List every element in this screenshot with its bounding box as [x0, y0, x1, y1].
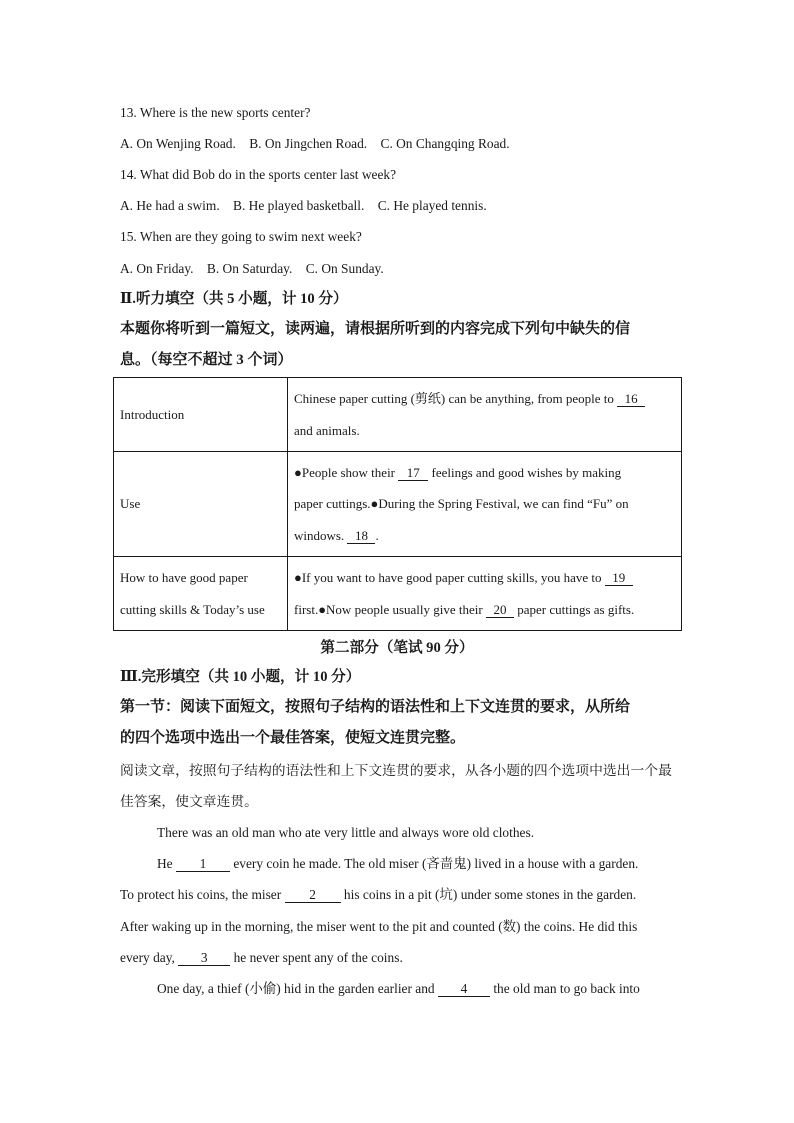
row-content-introduction — [288, 378, 682, 452]
passage-text: every coin he made. The old miser (吝啬鬼) lived in a house with a garden. — [229, 856, 639, 871]
passage-line-1: There was an old man who ate very little and always wore old clothes. — [157, 825, 535, 840]
section-3-sub-line-1: 第一节：阅读下面短文，按照句子结构的语法性和上下文连贯的要求，从所给 — [120, 699, 631, 715]
skills-label-line-2: cutting skills & Today’s use — [120, 601, 265, 617]
passage-text: the old man to go back into — [489, 981, 640, 996]
row-content-skills — [288, 557, 682, 631]
intro-text-end: and animals. — [294, 422, 360, 438]
intro-text: Chinese paper cutting (剪纸) can be anything, from people to — [294, 391, 618, 406]
blank-2[interactable]: 2 — [285, 887, 341, 903]
row-label-use: Use — [114, 452, 288, 557]
question-15: 15. When are they going to swim next week? — [120, 229, 362, 244]
use-text-e: . — [375, 527, 379, 543]
part-2-title: 第二部分（笔试 90 分） — [320, 640, 474, 656]
blank-4[interactable]: 4 — [438, 981, 490, 997]
question-13-options: A. On Wenjing Road. B. On Jingchen Road. C. On Changqing Road. — [120, 136, 510, 151]
skills-label-line-1: How to have good paper — [120, 570, 248, 585]
passage-text: One day, a thief (小偷) hid in the garden earlier and — [157, 981, 438, 996]
passage-text: every day, — [120, 950, 179, 965]
section-2-instruction-line-1: 本题你将听到一篇短文，读两遍，请根据所听到的内容完成下列句中缺失的信 — [120, 321, 631, 337]
blank-17[interactable]: 17 — [398, 465, 428, 481]
section-2-instruction-line-2: 息。（每空不超过 3 个词） — [120, 352, 293, 368]
blank-16[interactable]: 16 — [617, 391, 645, 407]
passage-text: He — [157, 856, 176, 871]
section-3-instruction-line-2: 佳答案，使文章连贯。 — [120, 794, 258, 809]
passage-line-5 — [120, 949, 403, 967]
question-15-options: A. On Friday. B. On Saturday. C. On Sunday. — [120, 261, 384, 276]
passage-text: he never spent any of the coins. — [230, 950, 403, 965]
question-14-options: A. He had a swim. B. He played basketball. C. He played tennis. — [120, 198, 487, 213]
table-row-skills — [114, 557, 682, 631]
blank-19[interactable]: 19 — [605, 570, 633, 586]
row-label-introduction: Introduction — [114, 378, 288, 452]
passage-text: To protect his coins, the miser — [120, 887, 285, 902]
use-text-d: windows. — [294, 527, 348, 543]
question-14: 14. What did Bob do in the sports center last week? — [120, 167, 397, 182]
table-row-introduction — [114, 378, 682, 452]
row-label-skills — [114, 557, 288, 631]
section-3-sub-line-2: 的四个选项中选出一个最佳答案，使短文连贯完整。 — [120, 730, 466, 746]
blank-18[interactable]: 18 — [347, 528, 375, 544]
skills-text-c: paper cuttings as gifts. — [513, 601, 635, 617]
use-text-a: ●People show their — [294, 464, 399, 480]
section-2-title: Ⅱ.听力填空（共 5 小题，计 10 分） — [120, 291, 348, 307]
passage-line-6 — [157, 980, 640, 998]
passage-line-3 — [120, 886, 636, 904]
skills-text-b: first.●Now people usually give their — [294, 601, 486, 617]
row-content-use — [288, 452, 682, 557]
passage-text: his coins in a pit (坑) under some stones in the garden. — [340, 887, 637, 902]
question-13: 13. Where is the new sports center? — [120, 105, 311, 120]
use-text-c: paper cuttings.●During the Spring Festival, we can find “Fu” on — [294, 496, 629, 512]
blank-20[interactable]: 20 — [486, 602, 514, 618]
passage-line-4: After waking up in the morning, the miser went to the pit and counted (数) the coins. He did this — [120, 919, 638, 934]
blank-3[interactable]: 3 — [178, 950, 230, 966]
skills-text-a: ●If you want to have good paper cutting skills, you have to — [294, 570, 605, 585]
blank-1[interactable]: 1 — [176, 856, 230, 872]
passage-line-2 — [157, 855, 638, 873]
table-row-use — [114, 452, 682, 557]
listening-fill-table — [113, 377, 682, 631]
section-3-instruction-line-1: 阅读文章，按照句子结构的语法性和上下文连贯的要求，从各小题的四个选项中选出一个最 — [120, 763, 672, 778]
use-text-b: feelings and good wishes by making — [428, 464, 622, 480]
section-3-title: Ⅲ.完形填空（共 10 小题，计 10 分） — [120, 669, 361, 685]
